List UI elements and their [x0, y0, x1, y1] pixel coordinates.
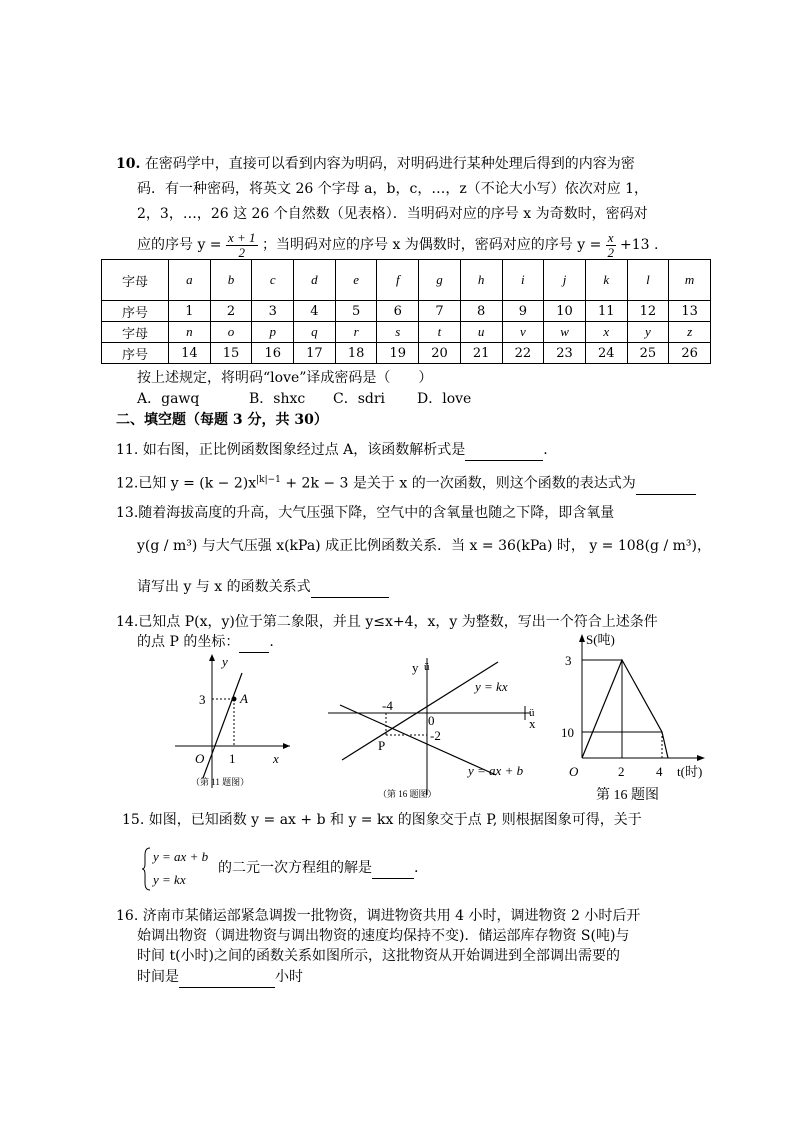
table-letter-cell: c — [252, 260, 294, 301]
table-letter-cell: y — [627, 322, 669, 343]
table-letter-cell: k — [585, 260, 627, 301]
q10-options — [137, 389, 471, 409]
table-number-cell: 26 — [669, 343, 711, 364]
option-d: D．love — [417, 391, 472, 407]
fig16b-tick-4: 4 — [656, 764, 663, 779]
table-letter-cell: n — [169, 322, 211, 343]
table-letter-cell: g — [419, 260, 461, 301]
table-number-cell: 16 — [252, 343, 294, 364]
fig16a-y-glyph: ü — [424, 661, 430, 673]
table-number-cell: 25 — [627, 343, 669, 364]
table-letter-cell: z — [669, 322, 711, 343]
q10-fraction1 — [226, 231, 258, 260]
fig16b-tick-2: 2 — [618, 764, 625, 779]
q13-line3 — [137, 577, 389, 598]
table-number-cell: 5 — [335, 301, 377, 322]
q10-after: 按上述规定，将明码“love”译成密码是（ ） — [137, 370, 433, 386]
table-letter-cell: a — [169, 260, 211, 301]
fig11-y-label: y — [222, 654, 228, 669]
table-row-letters-1 — [102, 260, 711, 301]
q10-text4a: 应的序号 y = — [137, 237, 222, 253]
q10-line4 — [137, 228, 658, 262]
table-number-cell: 24 — [585, 343, 627, 364]
table-letter-cell: e — [335, 260, 377, 301]
fig16a-label-kx: y = kx — [475, 679, 508, 694]
table-number-cell: 12 — [627, 301, 669, 322]
figure-11 — [165, 648, 300, 798]
fig11-point-a: A — [240, 691, 248, 706]
table-letter-cell: v — [502, 322, 544, 343]
table-number-cell: 15 — [210, 343, 252, 364]
q13-line2: y(g / m³) 与大气压强 x(kPa) 成正比例函数关系．当 x = 36(kPa) 时， y = 108(g / m³)， — [137, 538, 711, 554]
table-letter-cell: u — [460, 322, 502, 343]
q10-text1: 在密码学中，直接可以看到内容为明码，对明码进行某种处理后得到的内容为密 — [144, 156, 635, 172]
q13-blank — [311, 577, 389, 598]
fig16a-x-label: x — [529, 716, 536, 731]
table-number-cell: 22 — [502, 343, 544, 364]
q15-line2 — [218, 858, 418, 879]
table-letter-cell: f — [377, 260, 419, 301]
fig16a-point-p: P — [378, 738, 386, 753]
table-number-cell: 6 — [377, 301, 419, 322]
q12 — [116, 470, 696, 495]
table-row-numbers-1 — [102, 301, 711, 322]
figure-16-lines — [320, 650, 550, 800]
q15-brace — [141, 847, 151, 891]
table-row-numbers-2 — [102, 343, 711, 364]
q14-end: . — [269, 634, 274, 650]
table-number-cell: 4 — [294, 301, 336, 322]
fig11-tick-3: 3 — [199, 692, 206, 707]
q14-text2: 的点 P 的坐标： — [137, 634, 240, 650]
q16-line4 — [137, 967, 303, 988]
q10-text4b: ；当明码对应的序号 x 为偶数时，密码对应的序号 y = — [262, 237, 602, 253]
q12-text-b: + 2k − 3 是关于 x 的一次函数，则这个函数的表达式为 — [280, 475, 636, 492]
q11-text: 11. 如右图，正比例函数图象经过点 A，该函数解析式是 — [116, 442, 466, 458]
q10-text4c: +13 . — [620, 237, 659, 253]
table-letter-label: 字母 — [102, 322, 169, 343]
table-number-cell: 3 — [252, 301, 294, 322]
table-letter-cell: b — [210, 260, 252, 301]
q15-eq1: y = ax + b — [153, 849, 209, 864]
table-letter-cell: s — [377, 322, 419, 343]
table-letter-cell: r — [335, 322, 377, 343]
table-number-cell: 20 — [419, 343, 461, 364]
fig16a-y-label: y — [412, 660, 419, 675]
fig16b-tick-10: 10 — [561, 725, 574, 740]
option-b: B．shxc — [249, 391, 306, 407]
table-row-letters-2 — [102, 322, 711, 343]
table-letter-label: 字母 — [102, 260, 169, 301]
table-letter-cell: t — [419, 322, 461, 343]
fig16a-caption: （第 16 题图） — [378, 789, 437, 799]
table-number-cell: 7 — [419, 301, 461, 322]
table-letter-cell: q — [294, 322, 336, 343]
q15-line1: 15. 如图，已知函数 y = ax + b 和 y = kx 的图象交于点 P, 则根据图象可得，关于 — [122, 812, 642, 828]
q16-text4: 时间是 — [137, 969, 179, 985]
figure-16-stock — [560, 628, 715, 806]
fig16b-y-label: S(吨) — [586, 632, 615, 647]
q15-blank — [372, 858, 414, 879]
table-number-cell: 18 — [335, 343, 377, 364]
fig11-x-label: x — [273, 751, 279, 766]
q13-text3: 请写出 y 与 x 的函数关系式 — [137, 579, 311, 595]
frac2-den: 2 — [607, 244, 614, 260]
option-a: A．gawq — [137, 391, 200, 407]
fig16b-origin: O — [569, 764, 579, 779]
q16-line2: 始调出物资（调进物资与调出物资的速度均保持不变)．储运部库存物资 S(吨)与 — [137, 928, 630, 944]
q11-blank — [465, 440, 543, 461]
q10-number: 10. — [116, 156, 141, 172]
table-number-cell: 21 — [460, 343, 502, 364]
table-letter-cell: x — [585, 322, 627, 343]
q13-line1: 13.随着海拔高度的升高，大气压强下降，空气中的含氧量也随之下降，即含氧量 — [116, 505, 615, 521]
q11-end: . — [543, 442, 548, 458]
frac2-num: x — [607, 229, 614, 245]
q14-line1: 14.已知点 P(x，y)位于第二象限，并且 y≤x+4，x，y 为整数，写出一个符合上述条件 — [116, 614, 658, 630]
q10-line1 — [116, 154, 635, 174]
q15-text2: 的二元一次方程组的解是 — [218, 860, 372, 876]
fig16b-tick-3: 3 — [565, 653, 572, 668]
table-index-label: 序号 — [102, 301, 169, 322]
table-letter-cell: l — [627, 260, 669, 301]
fig11-origin: O — [195, 751, 205, 766]
table-number-cell: 14 — [169, 343, 211, 364]
table-letter-cell: m — [669, 260, 711, 301]
q12-blank — [636, 474, 696, 495]
q11 — [116, 440, 548, 461]
q12-exponent: |k|−1 — [256, 475, 281, 485]
fig16b-caption: 第 16 题图 — [596, 788, 659, 803]
section2-title: 二、填空题（每题 3 分，共 30） — [116, 412, 328, 428]
table-number-cell: 2 — [210, 301, 252, 322]
q16-line1: 16. 济南市某储运部紧急调拨一批物资，调进物资共用 4 小时，调进物资 2 小时后开 — [116, 908, 641, 924]
cipher-table — [101, 259, 711, 364]
q16-end: 小时 — [275, 969, 303, 985]
table-number-cell: 9 — [502, 301, 544, 322]
table-letter-cell: i — [502, 260, 544, 301]
fig16a-origin: 0 — [428, 713, 435, 728]
fig16b-x-label: t(时) — [677, 764, 703, 779]
q15-eq2: y = kx — [153, 872, 186, 887]
option-c: C．sdri — [333, 391, 386, 407]
table-number-cell: 11 — [585, 301, 627, 322]
fig16a-label-axb: y = ax + b — [468, 763, 524, 778]
table-letter-cell: h — [460, 260, 502, 301]
table-letter-cell: w — [544, 322, 586, 343]
q16-line3: 时间 t(小时)之间的函数关系如图所示，这批物资从开始调进到全部调出需要的 — [137, 948, 620, 964]
fig16a-tick-m2: -2 — [430, 728, 441, 743]
table-letter-cell: p — [252, 322, 294, 343]
table-number-cell: 23 — [544, 343, 586, 364]
table-number-cell: 8 — [460, 301, 502, 322]
table-number-cell: 10 — [544, 301, 586, 322]
table-letter-cell: d — [294, 260, 336, 301]
q10-fraction2 — [606, 231, 616, 260]
q15-end: . — [414, 860, 419, 876]
table-letter-cell: o — [210, 322, 252, 343]
fig11-tick-1: 1 — [229, 751, 236, 766]
table-number-cell: 13 — [669, 301, 711, 322]
q16-blank — [179, 967, 275, 988]
fig11-caption: （第 11 题图） — [191, 777, 250, 787]
q10-line2: 码．有一种密码，将英文 26 个字母 a，b，c，…，z（不论大小写）依次对应 1， — [137, 181, 649, 197]
fig16a-tick-m4: -4 — [382, 698, 393, 713]
table-number-cell: 17 — [294, 343, 336, 364]
table-index-label: 序号 — [102, 343, 169, 364]
fig16a-x-glyph: ü — [529, 707, 535, 719]
frac1-den: 2 — [238, 244, 246, 260]
table-number-cell: 1 — [169, 301, 211, 322]
q10-line3: 2，3，…，26 这 26 个自然数（见表格）．当明码对应的序号 x 为奇数时，密码对 — [137, 206, 648, 222]
table-letter-cell: j — [544, 260, 586, 301]
table-number-cell: 19 — [377, 343, 419, 364]
frac1-num: x + 1 — [228, 229, 256, 245]
q12-text-a: 12.已知 y = (k − 2)x — [116, 475, 257, 492]
